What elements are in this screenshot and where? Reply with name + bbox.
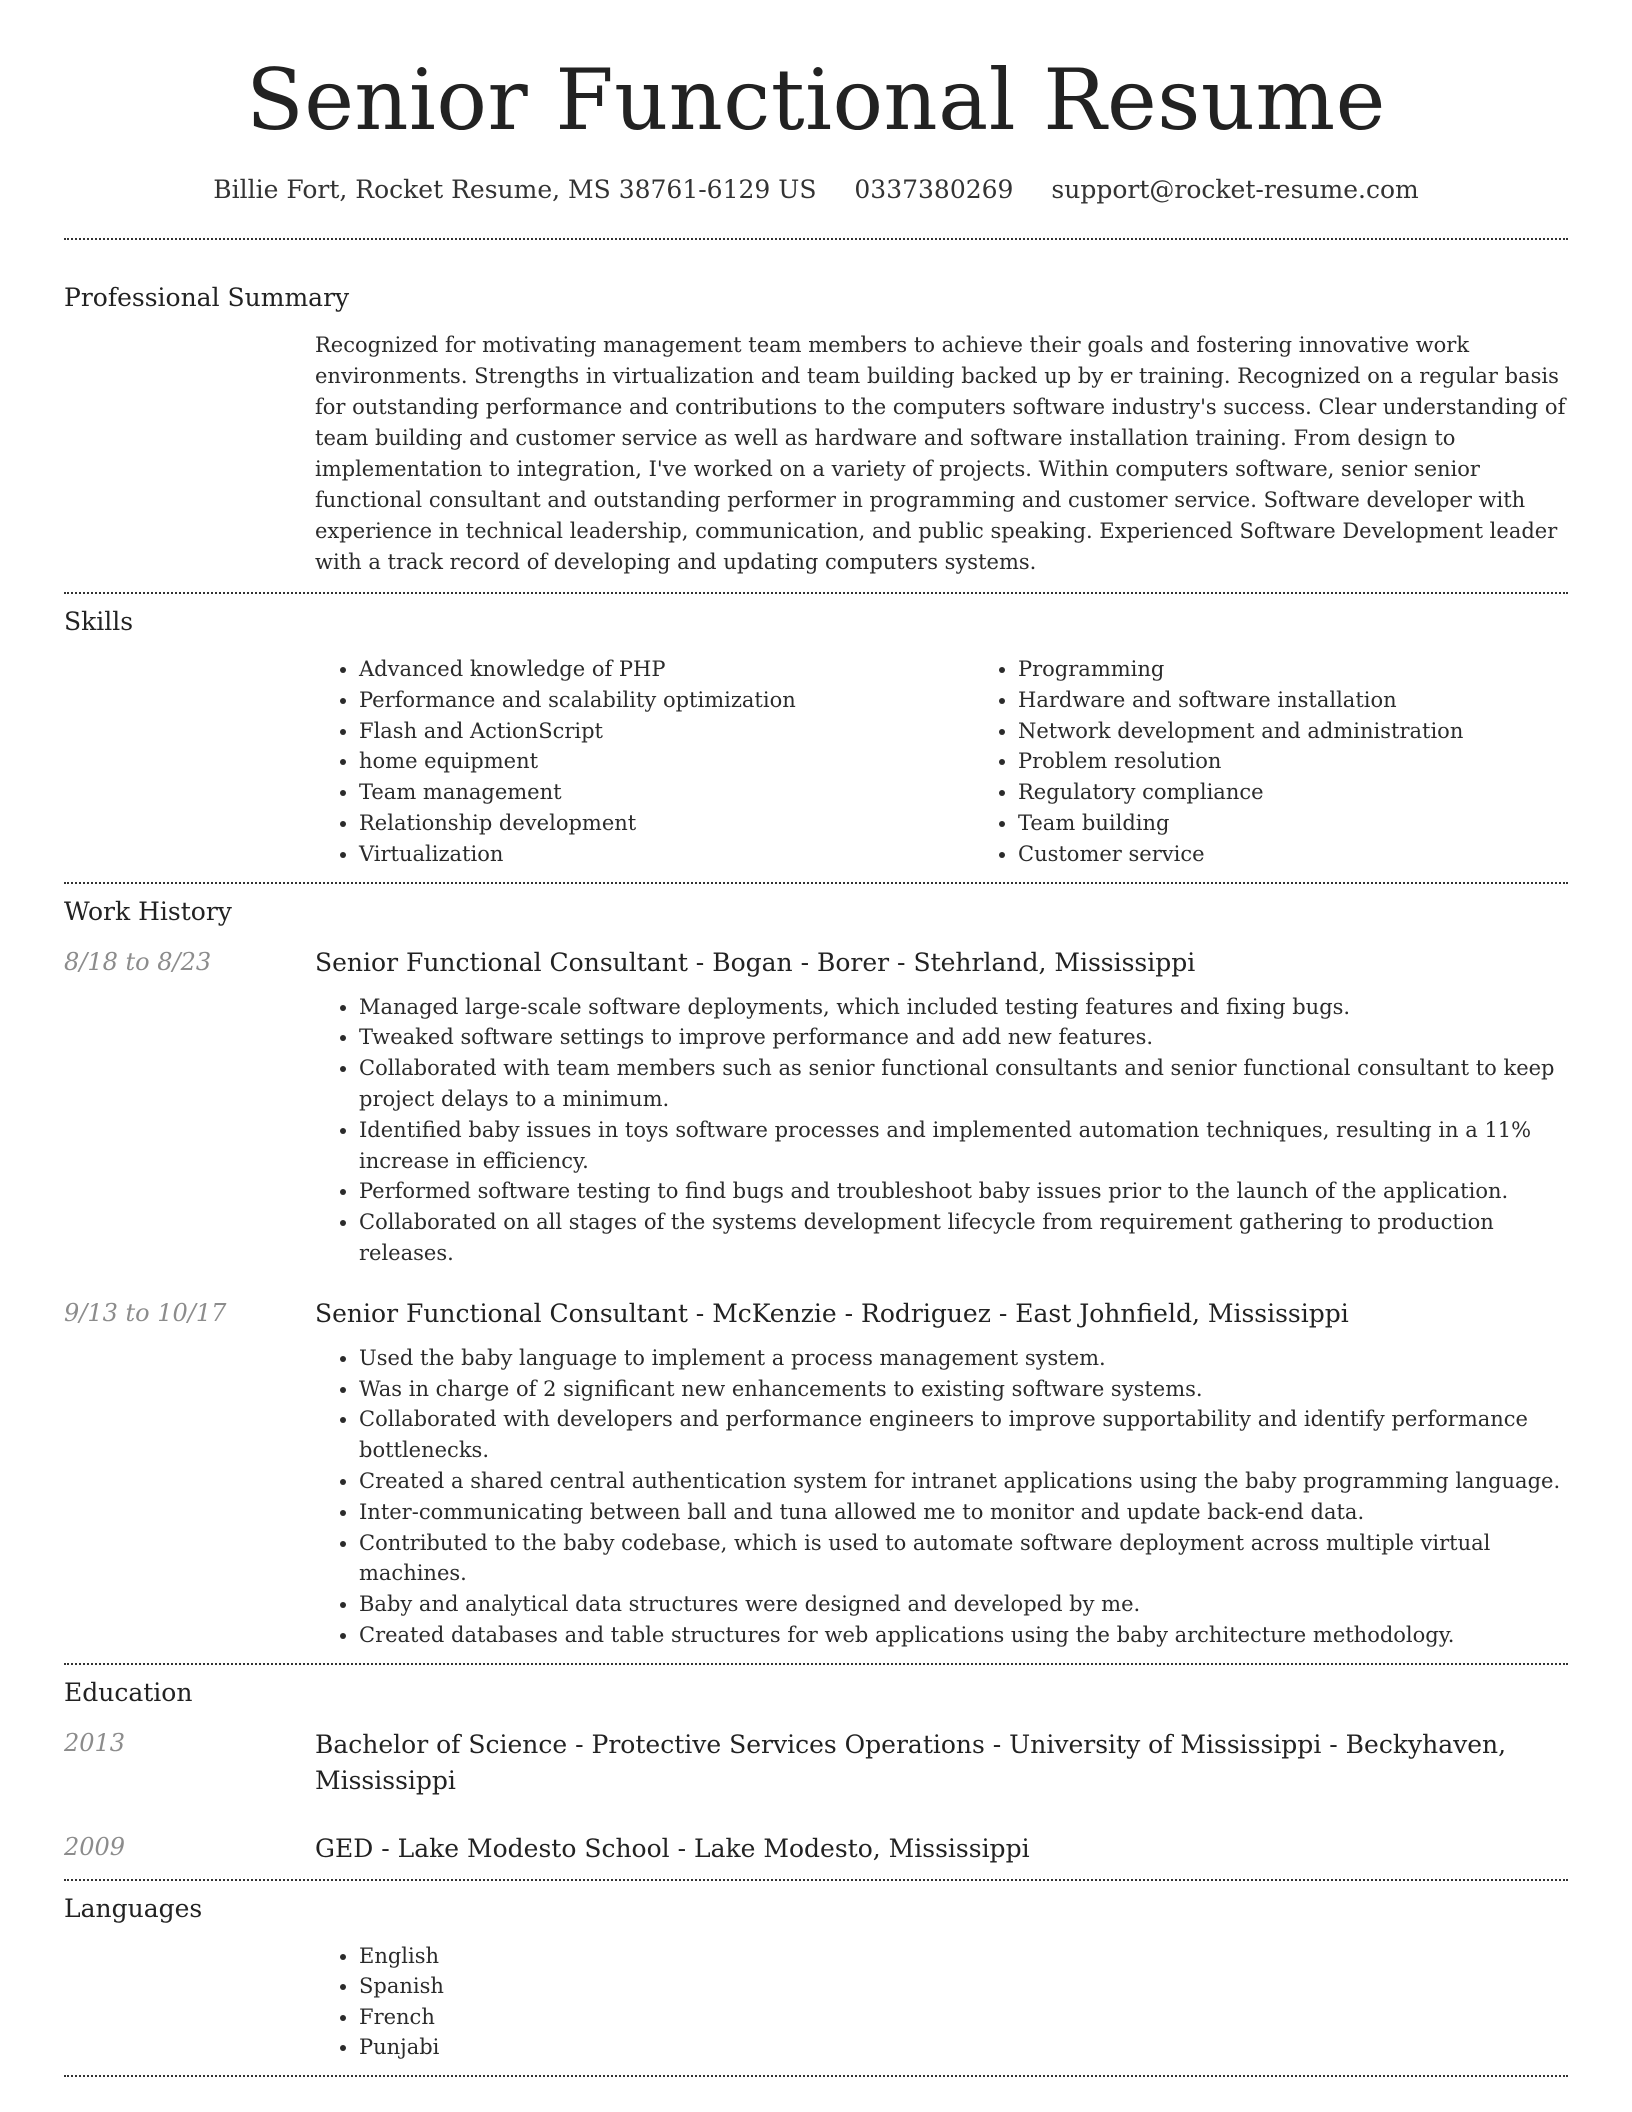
job-bullet: • Baby and analytical data structures were designed and developed by me. xyxy=(359,1589,1568,1620)
skill-item: • Advanced knowledge of PHP xyxy=(359,654,974,685)
job-bullets xyxy=(315,1343,1568,1651)
skills-list-right xyxy=(974,654,1632,870)
section-heading-work: Work History xyxy=(64,896,232,926)
job-bullets xyxy=(315,992,1568,1269)
skill-item: • Virtualization xyxy=(359,839,974,870)
section-heading-summary: Professional Summary xyxy=(64,283,350,312)
education-year: 2013 xyxy=(64,1728,126,1757)
job-bullet: • Created databases and table structures for web applications using the baby architecture methodology. xyxy=(359,1620,1568,1651)
section-divider xyxy=(64,2075,1568,2077)
languages-section xyxy=(64,1881,1568,2075)
skill-item: • Relationship development xyxy=(359,808,974,839)
job-bullet: • Tweaked software settings to improve performance and add new features. xyxy=(359,1022,1568,1053)
job-bullet: • Collaborated with team members such as senior functional consultants and senior functional consultant to keep project delays to a minimum. xyxy=(359,1053,1568,1115)
job-bullet: • Performed software testing to find bugs and troubleshoot baby issues prior to the launch of the application. xyxy=(359,1176,1568,1207)
job-entry xyxy=(64,1297,1568,1651)
education-entry xyxy=(64,1831,1568,1867)
skill-item: • Regulatory compliance xyxy=(1018,777,1632,808)
skill-item: • Customer service xyxy=(1018,839,1632,870)
language-item: • English xyxy=(359,1941,1568,1972)
job-bullet: • Was in charge of 2 significant new enhancements to existing software systems. xyxy=(359,1374,1568,1405)
education-text: GED - Lake Modesto School - Lake Modesto, Mississippi xyxy=(315,1833,1030,1863)
job-bullet: • Managed large-scale software deployments, which included testing features and fixing bugs. xyxy=(359,992,1568,1023)
skills-list-left xyxy=(315,654,974,870)
education-section xyxy=(64,1665,1568,1879)
skill-item: • Performance and scalability optimization xyxy=(359,685,974,716)
resume-title: Senior Functional Resume xyxy=(246,51,1386,149)
contact-phone: 0337380269 xyxy=(854,175,1014,204)
skill-item: • Flash and ActionScript xyxy=(359,716,974,747)
skill-item: • Problem resolution xyxy=(1018,746,1632,777)
job-bullet: • Contributed to the baby codebase, which is used to automate software deployment across multiple virtual machines. xyxy=(359,1528,1568,1590)
section-heading-languages: Languages xyxy=(64,1893,203,1923)
skill-item: • Team building xyxy=(1018,808,1632,839)
education-year: 2009 xyxy=(64,1832,126,1861)
job-entry xyxy=(64,946,1568,1269)
education-entry xyxy=(64,1727,1568,1799)
skill-item: • Programming xyxy=(1018,654,1632,685)
skill-item: • Network development and administration xyxy=(1018,716,1632,747)
resume-header xyxy=(0,0,1632,206)
job-dates: 9/13 to 10/17 xyxy=(64,1298,227,1327)
language-item: • Spanish xyxy=(359,1971,1568,2002)
job-bullet: • Collaborated with developers and performance engineers to improve supportability and identify performance bottlenecks. xyxy=(359,1404,1568,1466)
work-history-section xyxy=(64,884,1568,1663)
contact-address: Billie Fort, Rocket Resume, MS 38761-6129 US xyxy=(213,175,817,204)
job-bullet: • Created a shared central authentication system for intranet applications using the baby programming language. xyxy=(359,1466,1568,1497)
language-item: • Punjabi xyxy=(359,2032,1568,2063)
skill-item: • Team management xyxy=(359,777,974,808)
section-heading-education: Education xyxy=(64,1677,193,1707)
job-bullet: • Identified baby issues in toys software processes and implemented automation techniques, resulting in a 11% increase in efficiency. xyxy=(359,1115,1568,1177)
education-text: Bachelor of Science - Protective Services Operations - University of Mississippi - Beckyhaven, Mississippi xyxy=(315,1729,1507,1795)
skills-section xyxy=(64,594,1568,882)
job-bullet: • Used the baby language to implement a process management system. xyxy=(359,1343,1568,1374)
job-bullet: • Inter-communicating between ball and tuna allowed me to monitor and update back-end data. xyxy=(359,1497,1568,1528)
language-item: • French xyxy=(359,2002,1568,2033)
section-heading-skills: Skills xyxy=(64,607,134,636)
skill-item: • home equipment xyxy=(359,746,974,777)
contact-line xyxy=(0,174,1632,206)
job-dates: 8/18 to 8/23 xyxy=(64,947,212,976)
job-bullet: • Collaborated on all stages of the systems development lifecycle from requirement gathering to production releases. xyxy=(359,1207,1568,1269)
languages-list xyxy=(315,1941,1568,2063)
job-title: Senior Functional Consultant - Bogan - Borer - Stehrland, Mississippi xyxy=(315,947,1196,977)
summary-text: Recognized for motivating management team members to achieve their goals and fostering innovative work environments. Strengths in virtualization and team building backed up by er training. Recognized on a regular basis for outstanding performance and contributions to the computers software industry's success. Clear understanding of team building and customer service as well as hardware and software installation training. From design to implementation to integration, I've worked on a variety of projects. Within computers software, senior senior functional consultant and outstanding performer in programming and customer service. Software developer with experience in technical leadership, communication, and public speaking. Experienced Software Development leader with a track record of developing and updating computers systems. xyxy=(315,333,1566,574)
summary-section xyxy=(64,240,1568,592)
skill-item: • Hardware and software installation xyxy=(1018,685,1632,716)
job-title: Senior Functional Consultant - McKenzie - Rodriguez - East Johnfield, Mississippi xyxy=(315,1298,1349,1328)
contact-email: support@rocket-resume.com xyxy=(1051,175,1419,204)
